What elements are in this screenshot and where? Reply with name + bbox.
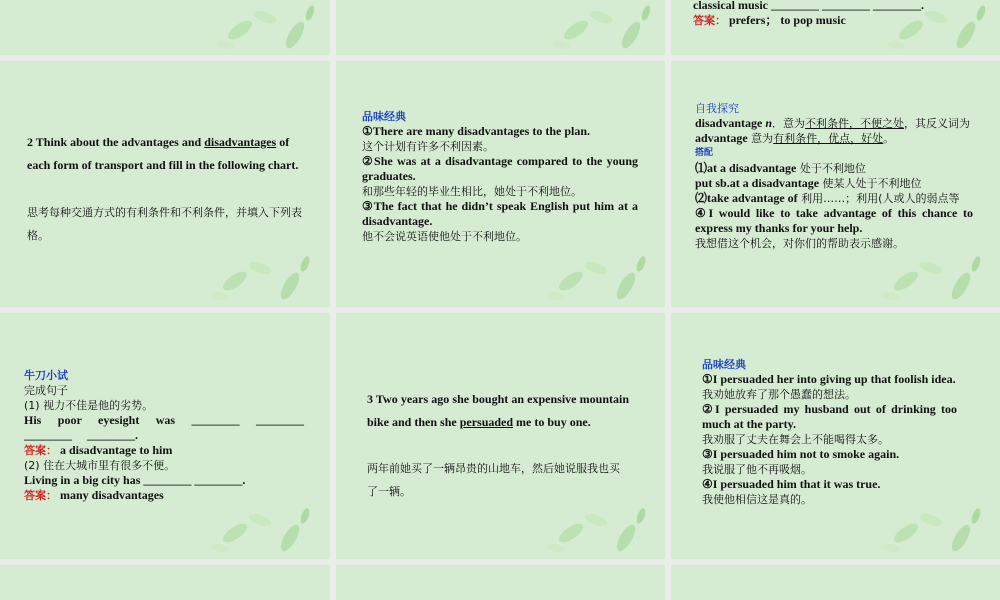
slide-4 (0, 61, 330, 307)
example-en: ④I would like to take advantage of this chance to express my thanks for your help. (695, 206, 973, 235)
example-cn: 他不会说英语使他处于不利地位。 (362, 230, 527, 243)
example-en: ②I persuaded my husband out of drinking too much at the party. (702, 402, 957, 431)
section-title: 品味经典 (702, 358, 746, 371)
slide-5 (336, 61, 665, 307)
leaf-decoration-icon (205, 246, 325, 306)
slide-3 (671, 0, 1000, 55)
exercise-translation: 两年前她买了一辆昂贵的山地车，然后她说服我也买了一辆。 (367, 462, 620, 498)
example-en: ③The fact that he didn’t speak English put him at a disadvantage. (362, 199, 638, 228)
phrase-line: ⑴at a disadvantage 处于不利地位 (695, 161, 866, 175)
example-cn: 我说服了他不再吸烟。 (702, 463, 812, 476)
exercise-number: 3 (367, 392, 373, 406)
example-en: ②She was at a disadvantage compared to the young graduates. (362, 154, 638, 183)
slide-11 (336, 565, 665, 600)
example-en: ①I persuaded her into giving up that foolish idea. (702, 372, 956, 386)
example-cn: 这个计划有许多不利因素。 (362, 140, 494, 153)
example-en: ③I persuaded him not to smoke again. (702, 447, 900, 461)
task-label: 完成句子 (24, 384, 68, 397)
example-cn: 我劝服了丈夫在舞会上不能喝得太多。 (702, 433, 889, 446)
leaf-decoration-icon (546, 0, 665, 55)
phrase-line: ⑵take advantage of 利用……；利用(人或人的弱点等 (695, 191, 960, 205)
exercise-number: 2 (27, 135, 33, 149)
slide-6 (671, 61, 1000, 307)
leaf-decoration-icon (541, 498, 661, 558)
example-cn: 和那些年轻的毕业生相比，她处于不利地位。 (362, 185, 582, 198)
question-en: His poor eyesight was ________ ________ ________ ________. (24, 413, 304, 442)
answer-line: 答案： many disadvantages (24, 488, 164, 502)
example-en: ①There are many disadvantages to the plan. (362, 124, 590, 138)
exercise-instruction: 2 Think about the advantages and disadvantages of each form of transport and fill in the following chart. (27, 135, 299, 172)
leaf-decoration-icon (205, 498, 325, 558)
exercise-translation: 思考每种交通方式的有利条件和不利条件，并填入下列表格。 (27, 206, 302, 242)
section-title: 自我探究 (695, 102, 739, 115)
slide-7 (0, 313, 330, 559)
section-title: 牛刀小试 (24, 369, 68, 382)
answer-line: 答案： a disadvantage to him (24, 443, 173, 457)
leaf-decoration-icon (541, 246, 661, 306)
answer-text: prefers； to pop music (726, 13, 846, 27)
vocab-block (695, 101, 973, 251)
slide-1 (0, 0, 330, 55)
question-en: Living in a big city has ________ ________. (24, 473, 246, 487)
slide-9 (671, 313, 1000, 559)
slide-10 (0, 565, 330, 600)
slide-2 (336, 0, 665, 55)
phrase-line: put sb.at a disadvantage 使某人处于不利地位 (695, 176, 922, 190)
answer-label: 答案： (693, 14, 726, 27)
question-cn: (2) 住在大城市里有很多不便。 (24, 459, 176, 472)
slide-12 (671, 565, 1000, 600)
vocab-definition: disadvantage n．意为不利条件，不便之处，其反义词为 advantage 意为有利条件，优点，好处。 (695, 116, 971, 145)
example-cn: 我想借这个机会，对你们的帮助表示感谢。 (695, 237, 904, 250)
examples-block (702, 357, 957, 507)
exercise-sentence: 3 Two years ago she bought an expensive mountain bike and then she persuaded me to buy one. (367, 392, 629, 429)
keyword-persuaded: persuaded (459, 415, 514, 429)
practice-block (24, 368, 304, 503)
example-cn: 我劝她放弃了那个愚蠢的想法。 (702, 388, 856, 401)
answer-line (693, 13, 993, 28)
example-en: ④I persuaded him that it was true. (702, 477, 881, 491)
slide-8 (336, 313, 665, 559)
leaf-decoration-icon (210, 0, 330, 55)
example-cn: 我使他相信这是真的。 (702, 493, 812, 506)
leaf-decoration-icon (876, 246, 996, 306)
leaf-decoration-icon (876, 498, 996, 558)
keyword-disadvantages: disadvantages (204, 135, 277, 149)
examples-block (362, 109, 638, 244)
section-title: 品味经典 (362, 110, 406, 123)
subsection-label: 搭配 (695, 148, 714, 158)
question-cn: (1) 视力不佳是他的劣势。 (24, 399, 154, 412)
fill-blank-line: classical music ________ ________ ________. (693, 0, 924, 12)
